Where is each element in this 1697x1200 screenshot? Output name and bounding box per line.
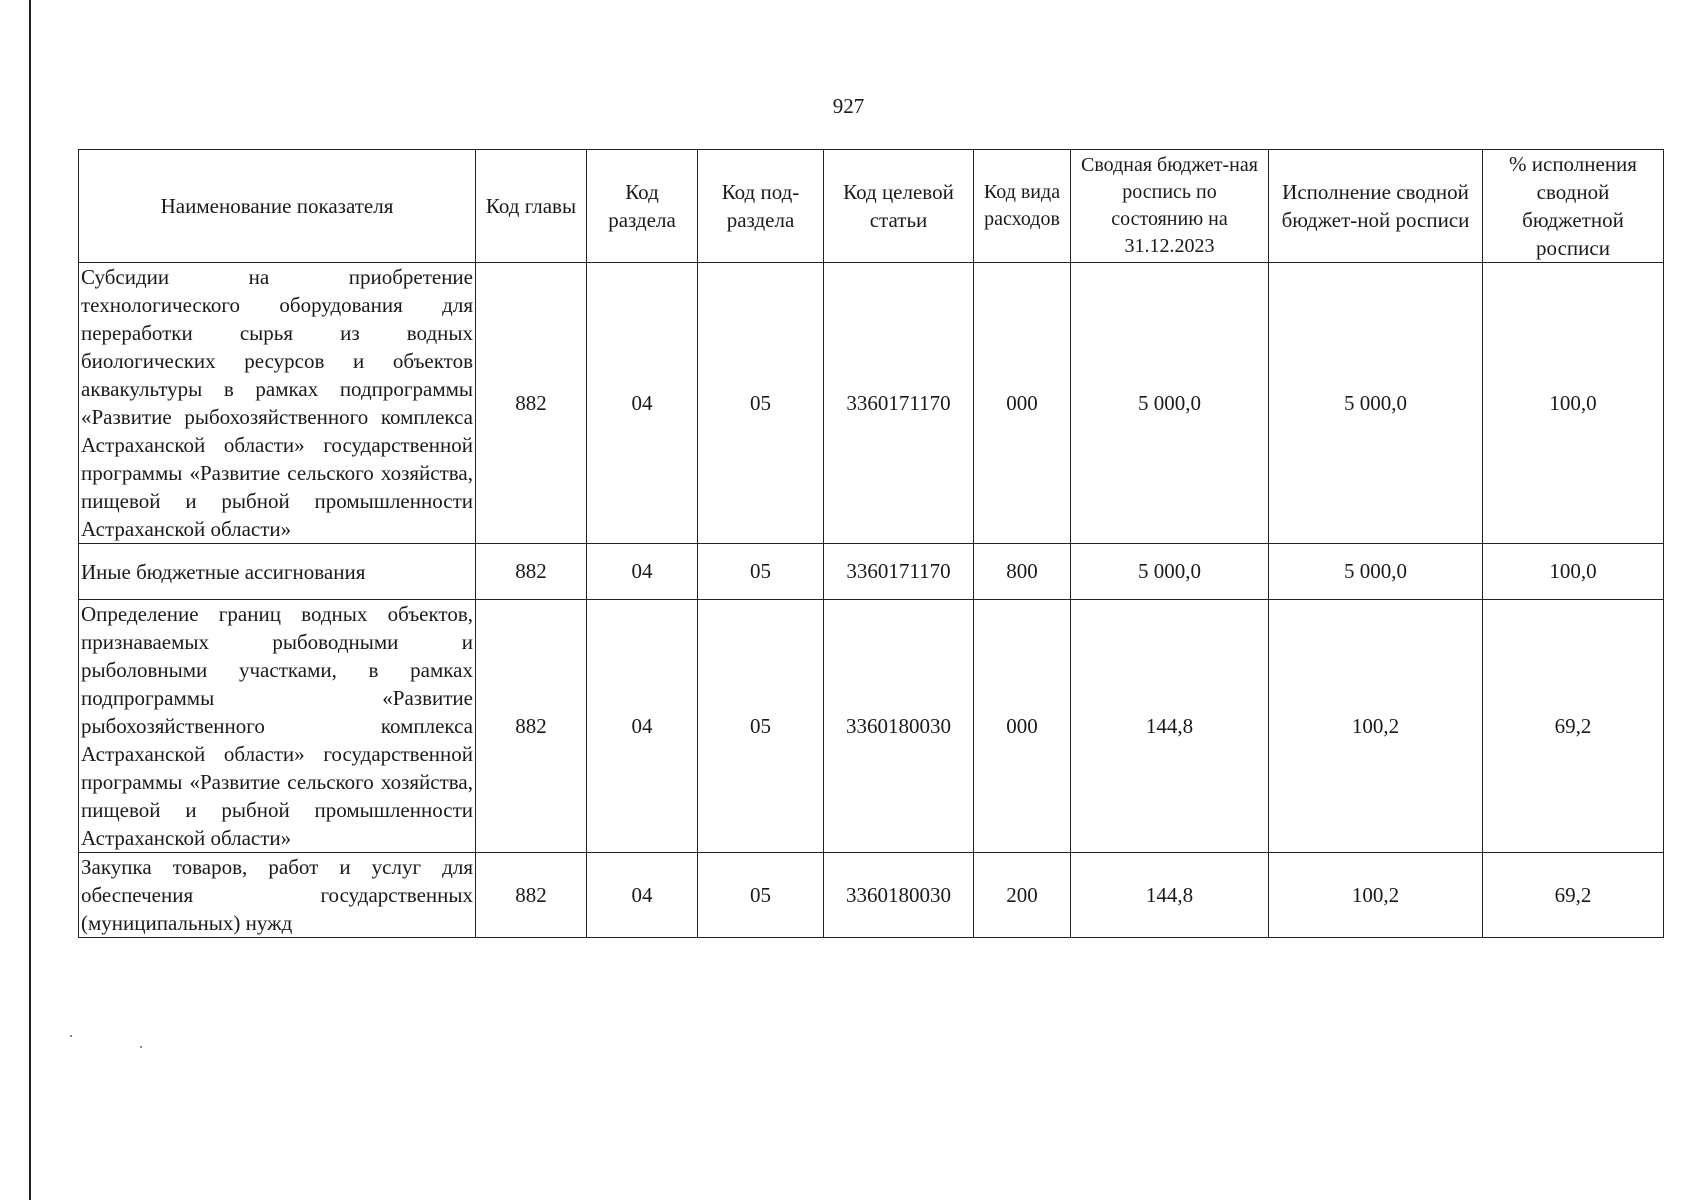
cell-indicator-name: Иные бюджетные ассигнования bbox=[79, 544, 476, 600]
cell-indicator-name: Субсидии на приобретение технологического оборудования для переработки сырья из водных биологических ресурсов и объектов аквакультуры в рамках подпрограммы «Развитие рыбохозяйственного комплекса Астраханской области» государственной программы «Развитие сельского хозяйства, пищевой и рыбной промышленности Астраханской области» bbox=[79, 263, 476, 544]
header-section-code: Код раздела bbox=[587, 150, 698, 263]
cell-target-code: 3360171170 bbox=[824, 544, 974, 600]
cell-subsection-code: 05 bbox=[698, 263, 824, 544]
header-budget-list: Сводная бюджет-ная роспись по состоянию на 31.12.2023 bbox=[1071, 150, 1269, 263]
cell-execution: 100,2 bbox=[1269, 600, 1483, 853]
cell-expense-type-code: 800 bbox=[974, 544, 1071, 600]
cell-subsection-code: 05 bbox=[698, 600, 824, 853]
cell-section-code: 04 bbox=[587, 544, 698, 600]
header-execution-percent: % исполнения сводной бюджетной росписи bbox=[1483, 150, 1664, 263]
cell-budget-list: 5 000,0 bbox=[1071, 263, 1269, 544]
cell-execution-percent: 69,2 bbox=[1483, 853, 1664, 938]
header-indicator-name: Наименование показателя bbox=[79, 150, 476, 263]
scan-left-edge bbox=[29, 0, 31, 1200]
cell-indicator-name: Закупка товаров, работ и услуг для обеспечения государственных (муниципальных) нужд bbox=[79, 853, 476, 938]
scan-speck bbox=[140, 1046, 142, 1048]
budget-table bbox=[78, 149, 1664, 938]
table-header-row bbox=[79, 150, 1664, 263]
table-row bbox=[79, 263, 1664, 544]
table-row bbox=[79, 853, 1664, 938]
cell-execution-percent: 100,0 bbox=[1483, 263, 1664, 544]
header-target-code: Код целевой статьи bbox=[824, 150, 974, 263]
cell-execution: 5 000,0 bbox=[1269, 263, 1483, 544]
cell-chapter-code: 882 bbox=[476, 544, 587, 600]
cell-target-code: 3360171170 bbox=[824, 263, 974, 544]
cell-expense-type-code: 200 bbox=[974, 853, 1071, 938]
cell-expense-type-code: 000 bbox=[974, 600, 1071, 853]
cell-chapter-code: 882 bbox=[476, 853, 587, 938]
cell-execution: 100,2 bbox=[1269, 853, 1483, 938]
header-expense-type-code: Код вида расходов bbox=[974, 150, 1071, 263]
table-row bbox=[79, 600, 1664, 853]
cell-chapter-code: 882 bbox=[476, 263, 587, 544]
header-chapter-code: Код главы bbox=[476, 150, 587, 263]
cell-section-code: 04 bbox=[587, 600, 698, 853]
cell-target-code: 3360180030 bbox=[824, 600, 974, 853]
header-execution: Исполнение сводной бюджет-ной росписи bbox=[1269, 150, 1483, 263]
cell-expense-type-code: 000 bbox=[974, 263, 1071, 544]
scan-speck bbox=[70, 1035, 72, 1037]
cell-budget-list: 144,8 bbox=[1071, 853, 1269, 938]
cell-execution: 5 000,0 bbox=[1269, 544, 1483, 600]
cell-section-code: 04 bbox=[587, 263, 698, 544]
cell-target-code: 3360180030 bbox=[824, 853, 974, 938]
cell-chapter-code: 882 bbox=[476, 600, 587, 853]
cell-execution-percent: 69,2 bbox=[1483, 600, 1664, 853]
cell-budget-list: 144,8 bbox=[1071, 600, 1269, 853]
cell-budget-list: 5 000,0 bbox=[1071, 544, 1269, 600]
table-row bbox=[79, 544, 1664, 600]
header-subsection-code: Код под-раздела bbox=[698, 150, 824, 263]
cell-section-code: 04 bbox=[587, 853, 698, 938]
cell-execution-percent: 100,0 bbox=[1483, 544, 1664, 600]
cell-subsection-code: 05 bbox=[698, 544, 824, 600]
cell-indicator-name: Определение границ водных объектов, признаваемых рыбоводными и рыболовными участками, в рамках подпрограммы «Развитие рыбохозяйственного комплекса Астраханской области» государственной программы «Развитие сельского хозяйства, пищевой и рыбной промышленности Астраханской области» bbox=[79, 600, 476, 853]
page-number: 927 bbox=[832, 94, 865, 118]
cell-subsection-code: 05 bbox=[698, 853, 824, 938]
